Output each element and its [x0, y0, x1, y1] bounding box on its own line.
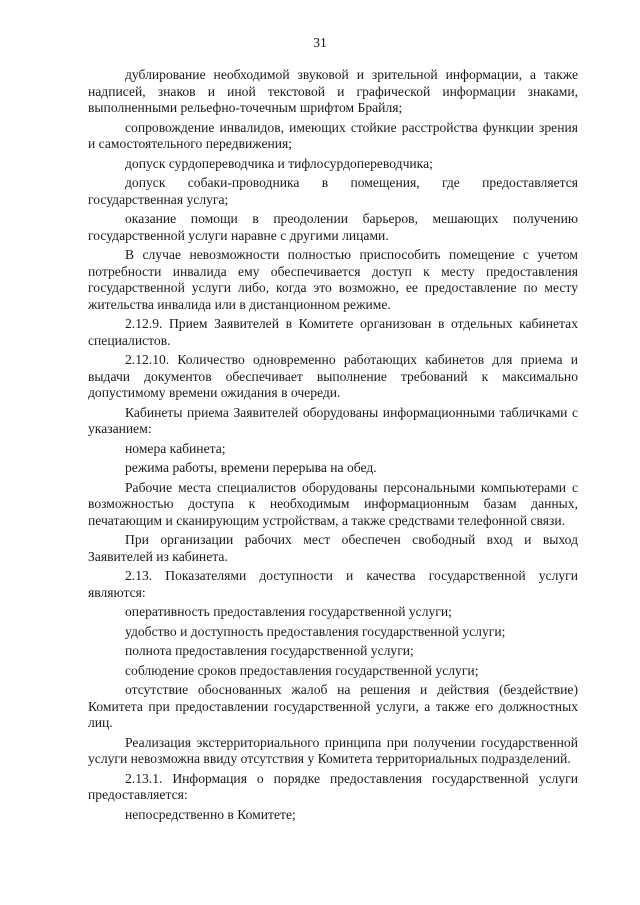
- paragraph: номера кабинета;: [125, 440, 226, 456]
- paragraph: режима работы, времени перерыва на обед.: [125, 460, 377, 475]
- paragraph: полнота предоставления государственной услуги;: [125, 643, 414, 658]
- paragraph: дублирование необходимой звуковой и зрительной информации, а также надписей, знаков и иной текстовой и графической информации знаками, выполненными рельефно-точечным шрифтом Брайля;: [88, 67, 578, 115]
- paragraph: непосредственно в Комитете;: [125, 806, 296, 822]
- paragraph: В случае невозможности полностью приспособить помещение с учетом потребности инвалида ему обеспечивается доступ к месту предоставления государственной услуги либо, когда это возможно, ее предоставление по месту жительства инвалида или в дистанционном режиме.: [88, 247, 578, 312]
- paragraph: оперативность предоставления государственной услуги;: [125, 604, 452, 619]
- paragraph: удобство и доступность предоставления государственной услуги;: [125, 623, 506, 639]
- paragraph: 2.12.10. Количество одновременно работающих кабинетов для приема и выдачи документов обеспечивает выполнение требований к максимально допустимому времени ожидания в очереди.: [88, 352, 578, 400]
- paragraph: 2.12.9. Прием Заявителей в Комитете организован в отдельных кабинетах специалистов.: [88, 316, 578, 348]
- paragraph: допуск собаки-проводника в помещения, где предоставляется государственная услуга;: [88, 175, 578, 207]
- page-number: 31: [313, 35, 327, 50]
- paragraph: сопровождение инвалидов, имеющих стойкие расстройства функции зрения и самостоятельного передвижения;: [88, 119, 578, 151]
- paragraph: отсутствие обоснованных жалоб на решения и действия (бездействие) Комитета при предоставлении государственной услуги, а также его должностных лиц.: [88, 682, 578, 730]
- paragraph: оказание помощи в преодолении барьеров, мешающих получению государственной услуги наравне с другими лицами.: [88, 211, 578, 243]
- paragraph: Реализация экстерриториального принципа при получении государственной услуги невозможна ввиду отсутствия у Комитета территориальных подразделений.: [88, 734, 578, 766]
- document-body: [88, 67, 578, 826]
- paragraph: 2.13.1. Информация о порядке предоставления государственной услуги предоставляется:: [88, 770, 578, 802]
- paragraph: допуск сурдопереводчика и тифлосурдопереводчика;: [125, 155, 433, 171]
- paragraph: Кабинеты приема Заявителей оборудованы информационными табличками с указанием:: [88, 404, 578, 436]
- paragraph: 2.13. Показателями доступности и качества государственной услуги являются:: [88, 568, 578, 600]
- paragraph: соблюдение сроков предоставления государственной услуги;: [125, 662, 479, 678]
- paragraph: Рабочие места специалистов оборудованы персональными компьютерами с возможностью доступа к необходимым информационным базам данных, печатающим и сканирующим устройствам, а также средствами телефонной связи.: [88, 479, 578, 528]
- paragraph: При организации рабочих мест обеспечен свободный вход и выход Заявителей из кабинета.: [88, 532, 578, 564]
